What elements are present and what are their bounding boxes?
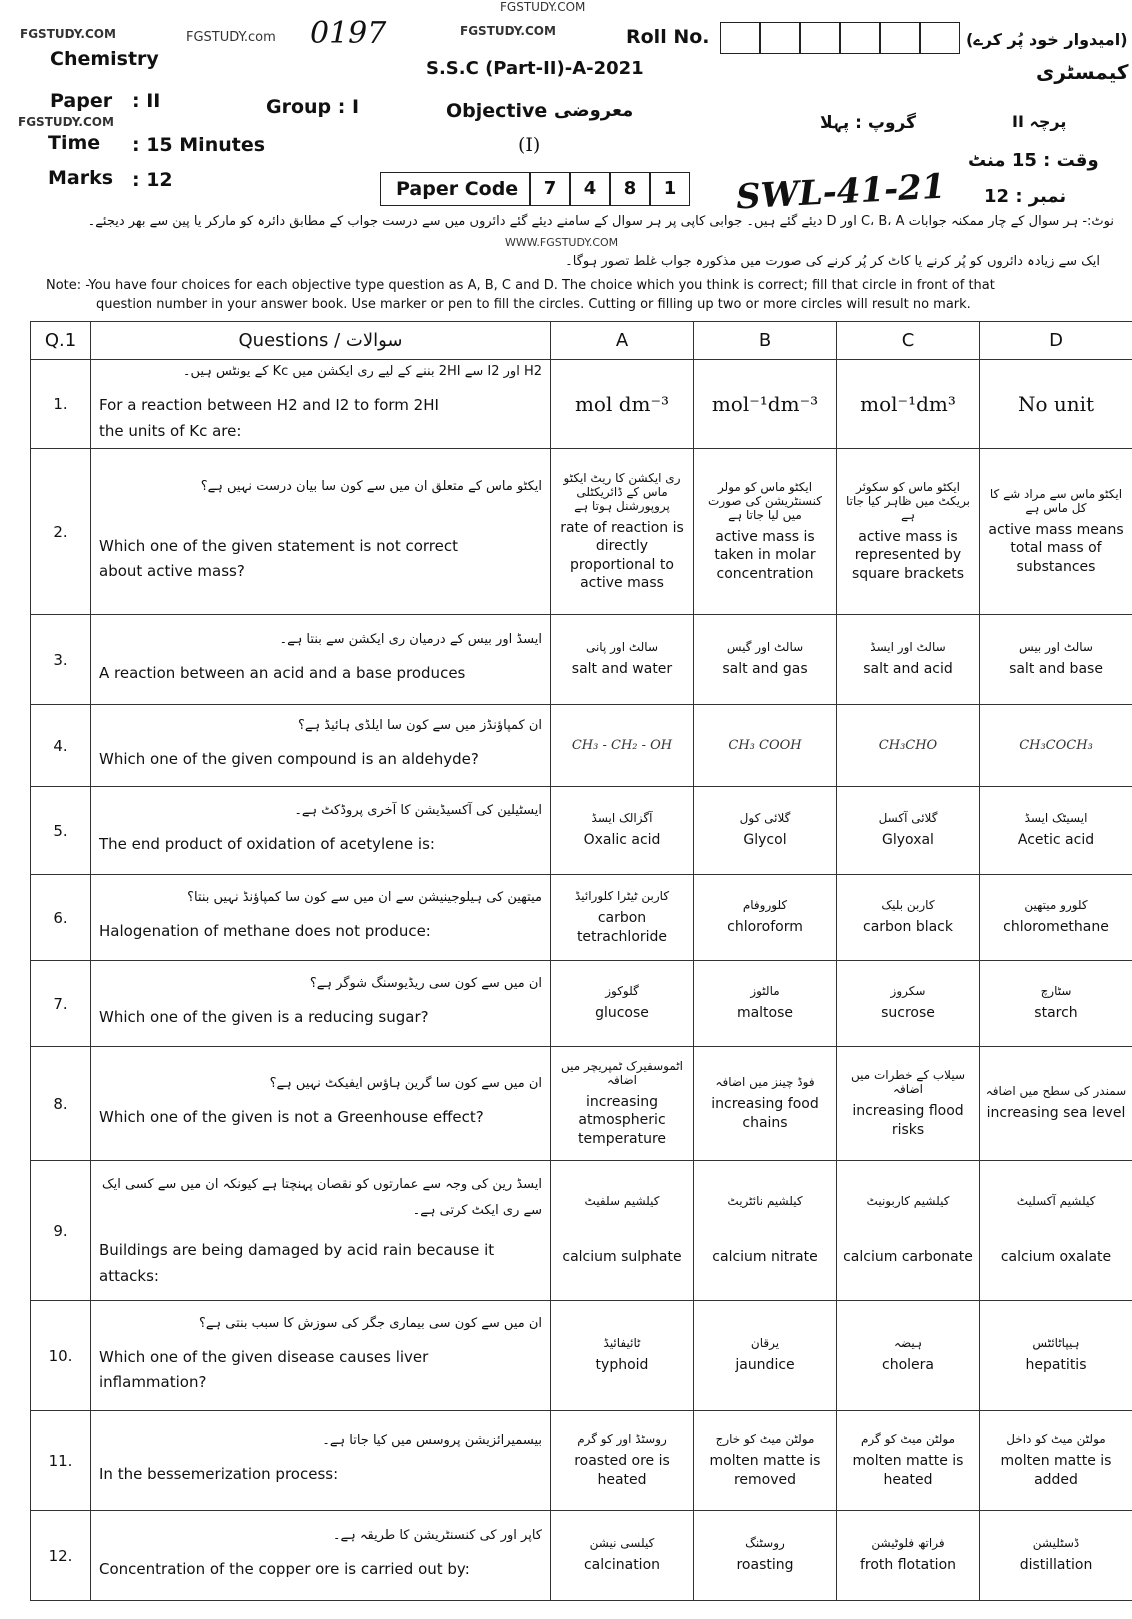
question-urdu: ان میں سے کون سا گرین ہاؤس ایفیکٹ نہیں ہے؟ [269,1076,542,1092]
question-number: 9. [31,1161,91,1301]
option-urdu: کیلشیم آکسلیٹ [1016,1194,1096,1209]
option-urdu: سالٹ اور ایسڈ [870,640,946,655]
option-urdu: کیلشیم سلفیٹ [584,1194,660,1209]
table-header-row [31,322,1132,360]
option-d [980,875,1132,961]
question-urdu: میتھین کی ہیلوجینیشن سے ان میں سے کون سا کمپاؤنڈ نہیں بنتا؟ [187,890,542,906]
option-urdu: روسٹڈ اور کو گرم [577,1432,667,1447]
option-d [980,787,1132,875]
option-urdu: گلائی آکسل [878,811,938,826]
option-english: mol⁻¹dm⁻³ [711,392,819,416]
header-questions: Questions / سوالات [91,322,551,360]
question-cell [91,1301,551,1411]
header-qno: Q.1 [31,322,91,360]
option-english: chloromethane [1003,919,1109,936]
option-english: CH₃CHO [878,738,938,753]
note-english-2: question number in your answer book. Use marker or pen to fill the circles. Cutting or filling up two or more circles will result no mark. [96,297,971,312]
option-c [837,875,980,961]
question-number: 11. [31,1411,91,1511]
option-d [980,449,1132,615]
option-english: carbon tetrachloride [576,910,668,945]
handwritten-number: 0197 [310,16,387,51]
option-urdu: مولٹن میٹ کو داخل [1006,1432,1106,1447]
question-english: Which one of the given is a reducing sugar? [99,1008,429,1027]
option-english: typhoid [595,1357,649,1374]
option-urdu: سالٹ اور گیس [726,640,804,655]
option-english: roasted ore is heated [574,1453,670,1488]
questions-table [30,321,1132,1601]
question-cell [91,875,551,961]
note-english-1: Note: -You have four choices for each objective type question as A, B, C and D. The choice which you think is correct; fill that circle in front of that [46,278,995,293]
option-urdu: ایسیٹک ایسڈ [1024,811,1088,826]
question-english: Concentration of the copper ore is carried out by: [99,1560,470,1579]
option-d [980,1047,1132,1161]
question-number: 3. [31,615,91,705]
option-english: calcium sulphate [562,1249,682,1266]
roll-no-box[interactable] [880,22,920,54]
option-english: maltose [736,1005,794,1022]
option-english: calcination [583,1557,661,1574]
option-a [551,961,694,1047]
question-english: Which one of the given disease causes liver [99,1347,429,1366]
option-b [694,705,837,787]
question-english: Which one of the given statement is not correct [99,536,458,555]
option-b [694,360,837,449]
option-a [551,1301,694,1411]
option-urdu: مولٹن میٹ کو خارج [715,1432,815,1447]
question-cell [91,705,551,787]
option-urdu: ہیضہ [893,1336,923,1351]
option-english: froth flotation [859,1557,957,1574]
option-english: salt and acid [863,661,953,678]
option-urdu: فوڈ چینز میں اضافہ [715,1075,815,1090]
option-urdu: سالٹ اور پانی [585,640,659,655]
group-label: Group : I [266,96,360,118]
watermark: FGSTUDY.COM [500,0,586,14]
option-english: Glycol [743,832,787,849]
roll-no-label: Roll No. [626,26,710,48]
option-b [694,449,837,615]
objective-label: Objective [446,100,548,122]
subject-urdu: کیمسٹری [1036,60,1129,84]
option-a [551,1511,694,1601]
option-english: Acetic acid [1017,832,1095,849]
table-row [31,1301,1132,1411]
question-urdu: H2 اور I2 سے 2HI بننے کے لیے ری ایکشن میں Kc کے یونٹس ہیں۔ [182,364,542,379]
option-b [694,1047,837,1161]
option-urdu: گلائی کول [739,811,791,826]
option-urdu: سالٹ اور بیس [1019,640,1093,655]
question-urdu: ان میں سے کون سی بیماری جگر کی سوزش کا سبب بنتی ہے؟ [198,1315,542,1331]
option-urdu: ٹائیفائیڈ [603,1336,641,1351]
table-row [31,787,1132,875]
paper-code-digit: 8 [610,172,650,206]
table-row [31,1161,1132,1301]
roll-no-box[interactable] [720,22,760,54]
option-urdu: کیلسی نیشن [589,1536,655,1551]
option-english: increasing flood risks [852,1103,964,1138]
option-c [837,449,980,615]
paper-urdu: پرچہ II [1012,112,1067,131]
option-english: starch [1034,1005,1078,1022]
option-b [694,1411,837,1511]
header-option-a: A [551,322,694,360]
option-b [694,787,837,875]
option-urdu: کلورو میتھین [1024,898,1088,913]
question-cell [91,615,551,705]
option-english: Glyoxal [882,832,934,849]
table-row [31,1511,1132,1601]
table-row [31,449,1132,615]
option-english: active mass is represented by square brackets [851,529,965,582]
option-c [837,1047,980,1161]
option-english: active mass means total mass of substances [988,522,1124,575]
option-urdu: کاربن بلیک [881,898,935,913]
question-number: 2. [31,449,91,615]
question-urdu: ان میں سے کون سی ریڈیوسنگ شوگر ہے؟ [309,976,542,992]
option-urdu: ہیپاٹائٹس [1032,1336,1080,1351]
option-urdu: یرقان [750,1336,780,1351]
option-english: increasing food chains [711,1096,819,1131]
option-english: molten matte is removed [709,1453,821,1488]
question-number: 5. [31,787,91,875]
question-number: 12. [31,1511,91,1601]
option-c [837,360,980,449]
option-english: carbon black [863,919,953,936]
option-urdu: ایکٹو ماس کو مولر کنسنٹریشن کی صورت میں لیا جاتا ہے [708,480,822,523]
option-english: salt and gas [722,661,808,678]
option-urdu: سکروز [890,984,926,999]
header-option-d: D [980,322,1132,360]
paper-code-label: Paper Code [396,178,519,200]
candidate-note: (امیدوار خود پُر کرے) [966,30,1128,49]
option-b [694,615,837,705]
option-urdu: روسٹنگ [745,1536,785,1551]
roll-no-box[interactable] [920,22,960,54]
option-d [980,1411,1132,1511]
option-c [837,1511,980,1601]
option-a [551,1411,694,1511]
option-d [980,615,1132,705]
option-english: Oxalic acid [583,832,661,849]
question-english: Buildings are being damaged by acid rain because it [99,1241,495,1259]
paper-value: : II [132,90,161,112]
option-a [551,787,694,875]
note-urdu-1: نوٹ:- ہر سوال کے چار ممکنہ جوابات C، B، A اور D دیئے گئے ہیں۔ جوابی کاپی پر ہر سوال کے سامنے دیئے گئے دائروں میں سے درست جواب کے مطابق دائرہ کو مارکر یا پین سے بھر دیجئے۔ [87,214,1114,229]
question-english: about active mass? [99,562,245,580]
option-urdu: کیلشیم نائٹریٹ [727,1194,803,1209]
time-label: Time [48,132,101,154]
objective-number: (I) [518,134,541,156]
option-urdu: سٹارچ [1040,984,1072,999]
option-english: molten matte is heated [852,1453,964,1488]
note-urdu-2: ایک سے زیادہ دائروں کو پُر کرنے یا کاٹ کر پُر کرنے کی صورت میں مذکورہ جواب غلط تصور ہوگا۔ [565,254,1100,269]
question-urdu: بیسمیرائزیشن پروسس میں کیا جاتا ہے۔ [322,1433,542,1449]
subject: Chemistry [50,48,159,70]
question-cell [91,1411,551,1511]
option-c [837,787,980,875]
question-urdu: ایسٹیلین کی آکسیڈیشن کا آخری پروڈکٹ ہے۔ [294,803,542,819]
paper-code-digit: 1 [650,172,690,206]
watermark: FGSTUDY.COM [18,115,114,129]
option-english: salt and base [1009,661,1103,678]
option-urdu: ایکٹو ماس سے مراد شے کا کل ماس ہے [989,487,1123,516]
option-english: calcium nitrate [712,1249,818,1266]
question-cell [91,961,551,1047]
question-urdu: ان کمپاؤنڈز میں سے کون سا ایلڈی ہائیڈ ہے؟ [297,718,542,734]
option-english: calcium carbonate [843,1249,973,1266]
option-d [980,1301,1132,1411]
option-english: active mass is taken in molar concentration [714,529,816,582]
question-english: the units of Kc are: [99,421,242,440]
question-cell [91,787,551,875]
question-cell [91,1511,551,1601]
option-b [694,875,837,961]
question-number: 1. [31,360,91,449]
option-c [837,1301,980,1411]
option-urdu: گلوکوز [605,984,639,999]
option-english: molten matte is added [1000,1453,1112,1488]
option-d [980,961,1132,1047]
roll-no-box[interactable] [760,22,800,54]
table-row [31,705,1132,787]
question-cell [91,360,551,449]
question-english: Which one of the given is not a Greenhouse effect? [99,1108,484,1127]
option-english: No unit [1017,392,1095,416]
option-c [837,1411,980,1511]
option-a [551,875,694,961]
question-english: inflammation? [99,1373,207,1391]
option-a [551,449,694,615]
paper-label: Paper [50,90,113,112]
option-a [551,615,694,705]
paper-code-digit: 7 [530,172,570,206]
option-english: increasing atmospheric temperature [578,1094,666,1147]
table-row [31,615,1132,705]
handwritten-code: SWL-41-21 [735,166,947,218]
marks-value: : 12 [132,169,173,191]
option-english: chloroform [727,919,803,936]
marks-label: Marks [48,167,114,189]
option-english: sucrose [881,1005,935,1022]
option-urdu: فراتھ فلوٹیشن [871,1536,945,1551]
option-a [551,1047,694,1161]
question-urdu: ایکٹو ماس کے متعلق ان میں سے کون سا بیان درست نہیں ہے؟ [200,478,542,494]
option-d [980,360,1132,449]
option-urdu: سیلاب کے خطرات میں اضافہ [850,1068,966,1097]
option-d [980,705,1132,787]
question-urdu: ایسڈ رین کی وجہ سے عمارتوں کو نقصان پہنچتا ہے کیونکہ ان میں سے کسی ایک سے ری ایکٹ کرتی ہے۔ [101,1177,542,1218]
question-number: 6. [31,875,91,961]
option-english: CH₃ COOH [728,738,802,753]
question-cell [91,1161,551,1301]
option-english: CH₃COCH₃ [1019,738,1093,753]
question-cell [91,449,551,615]
option-urdu: ری ایکشن کا ریٹ ایکٹو ماس کے ڈائریکٹلی پروپورشنل ہوتا ہے [563,471,681,514]
option-urdu: سمندر کی سطح میں اضافہ [985,1084,1127,1099]
option-b [694,1161,837,1301]
option-urdu: کاربن ٹیٹرا کلورائیڈ [574,889,670,904]
time-value: : 15 Minutes [132,134,266,156]
option-english: hepatitis [1025,1357,1087,1374]
option-english: CH₃ - CH₂ - OH [571,738,673,753]
option-english: mol⁻¹dm³ [860,392,956,416]
question-number: 8. [31,1047,91,1161]
option-urdu: آگزالک ایسڈ [591,811,653,826]
option-urdu: کلوروفام [742,898,788,913]
roll-no-box[interactable] [840,22,880,54]
question-english: Which one of the given compound is an aldehyde? [99,750,479,769]
option-d [980,1511,1132,1601]
question-cell [91,1047,551,1161]
watermark: FGSTUDY.COM [460,24,556,38]
option-urdu: مالٹوز [750,984,780,999]
option-english: calcium oxalate [1000,1249,1112,1266]
exam-title: S.S.C (Part-II)-A-2021 [426,58,644,79]
question-english: Halogenation of methane does not produce: [99,922,431,941]
watermark: WWW.FGSTUDY.COM [505,236,619,249]
header-option-c: C [837,322,980,360]
table-row [31,1047,1132,1161]
question-number: 4. [31,705,91,787]
question-english: attacks: [99,1266,159,1285]
option-urdu: کیلشیم کاربونیٹ [866,1194,950,1209]
option-english: increasing sea level [986,1105,1126,1122]
option-d [980,1161,1132,1301]
question-english: For a reaction between H2 and I2 to form 2HI [99,396,439,414]
option-english: distillation [1019,1557,1093,1574]
question-urdu: کاپر اور کی کنسنٹریشن کا طریقہ ہے۔ [332,1528,542,1544]
time-urdu: وقت : 15 منٹ [968,150,1099,171]
question-urdu: ایسڈ اور بیس کے درمیان ری ایکشن سے بنتا ہے۔ [279,632,542,648]
option-b [694,1301,837,1411]
option-english: rate of reaction is directly proportional to active mass [560,520,684,591]
option-english: cholera [882,1357,934,1374]
table-row [31,961,1132,1047]
option-c [837,961,980,1047]
option-a [551,360,694,449]
option-a [551,1161,694,1301]
question-number: 7. [31,961,91,1047]
option-b [694,961,837,1047]
watermark: FGSTUDY.COM [20,27,116,41]
option-english: glucose [595,1005,649,1022]
option-urdu: ڈسٹلیشن [1032,1536,1080,1551]
question-number: 10. [31,1301,91,1411]
marks-urdu: نمبر : 12 [984,186,1067,207]
option-c [837,615,980,705]
option-english: mol dm⁻³ [574,392,670,416]
question-english: A reaction between an acid and a base produces [99,664,466,683]
paper-code-digit: 4 [570,172,610,206]
option-english: salt and water [571,661,673,678]
question-english: The end product of oxidation of acetylene is: [99,835,435,854]
option-urdu: مولٹن میٹ کو گرم [861,1432,955,1447]
roll-no-box[interactable] [800,22,840,54]
header-option-b: B [694,322,837,360]
option-urdu: اٹموسفیرک ٹمپریچر میں اضافہ [561,1059,683,1088]
table-row [31,360,1132,449]
option-english: roasting [736,1557,794,1574]
option-c [837,705,980,787]
question-english: In the bessemerization process: [99,1465,339,1484]
table-row [31,875,1132,961]
option-a [551,705,694,787]
option-b [694,1511,837,1601]
watermark: FGSTUDY.com [186,30,276,45]
table-row [31,1411,1132,1511]
group-urdu: گروپ : پہلا [820,113,916,133]
option-urdu: ایکٹو ماس کو سکوئر بریکٹ میں ظاہر کیا جاتا ہے [845,480,971,523]
objective-urdu: معروضی [554,100,634,121]
option-c [837,1161,980,1301]
option-english: jaundice [735,1357,795,1374]
